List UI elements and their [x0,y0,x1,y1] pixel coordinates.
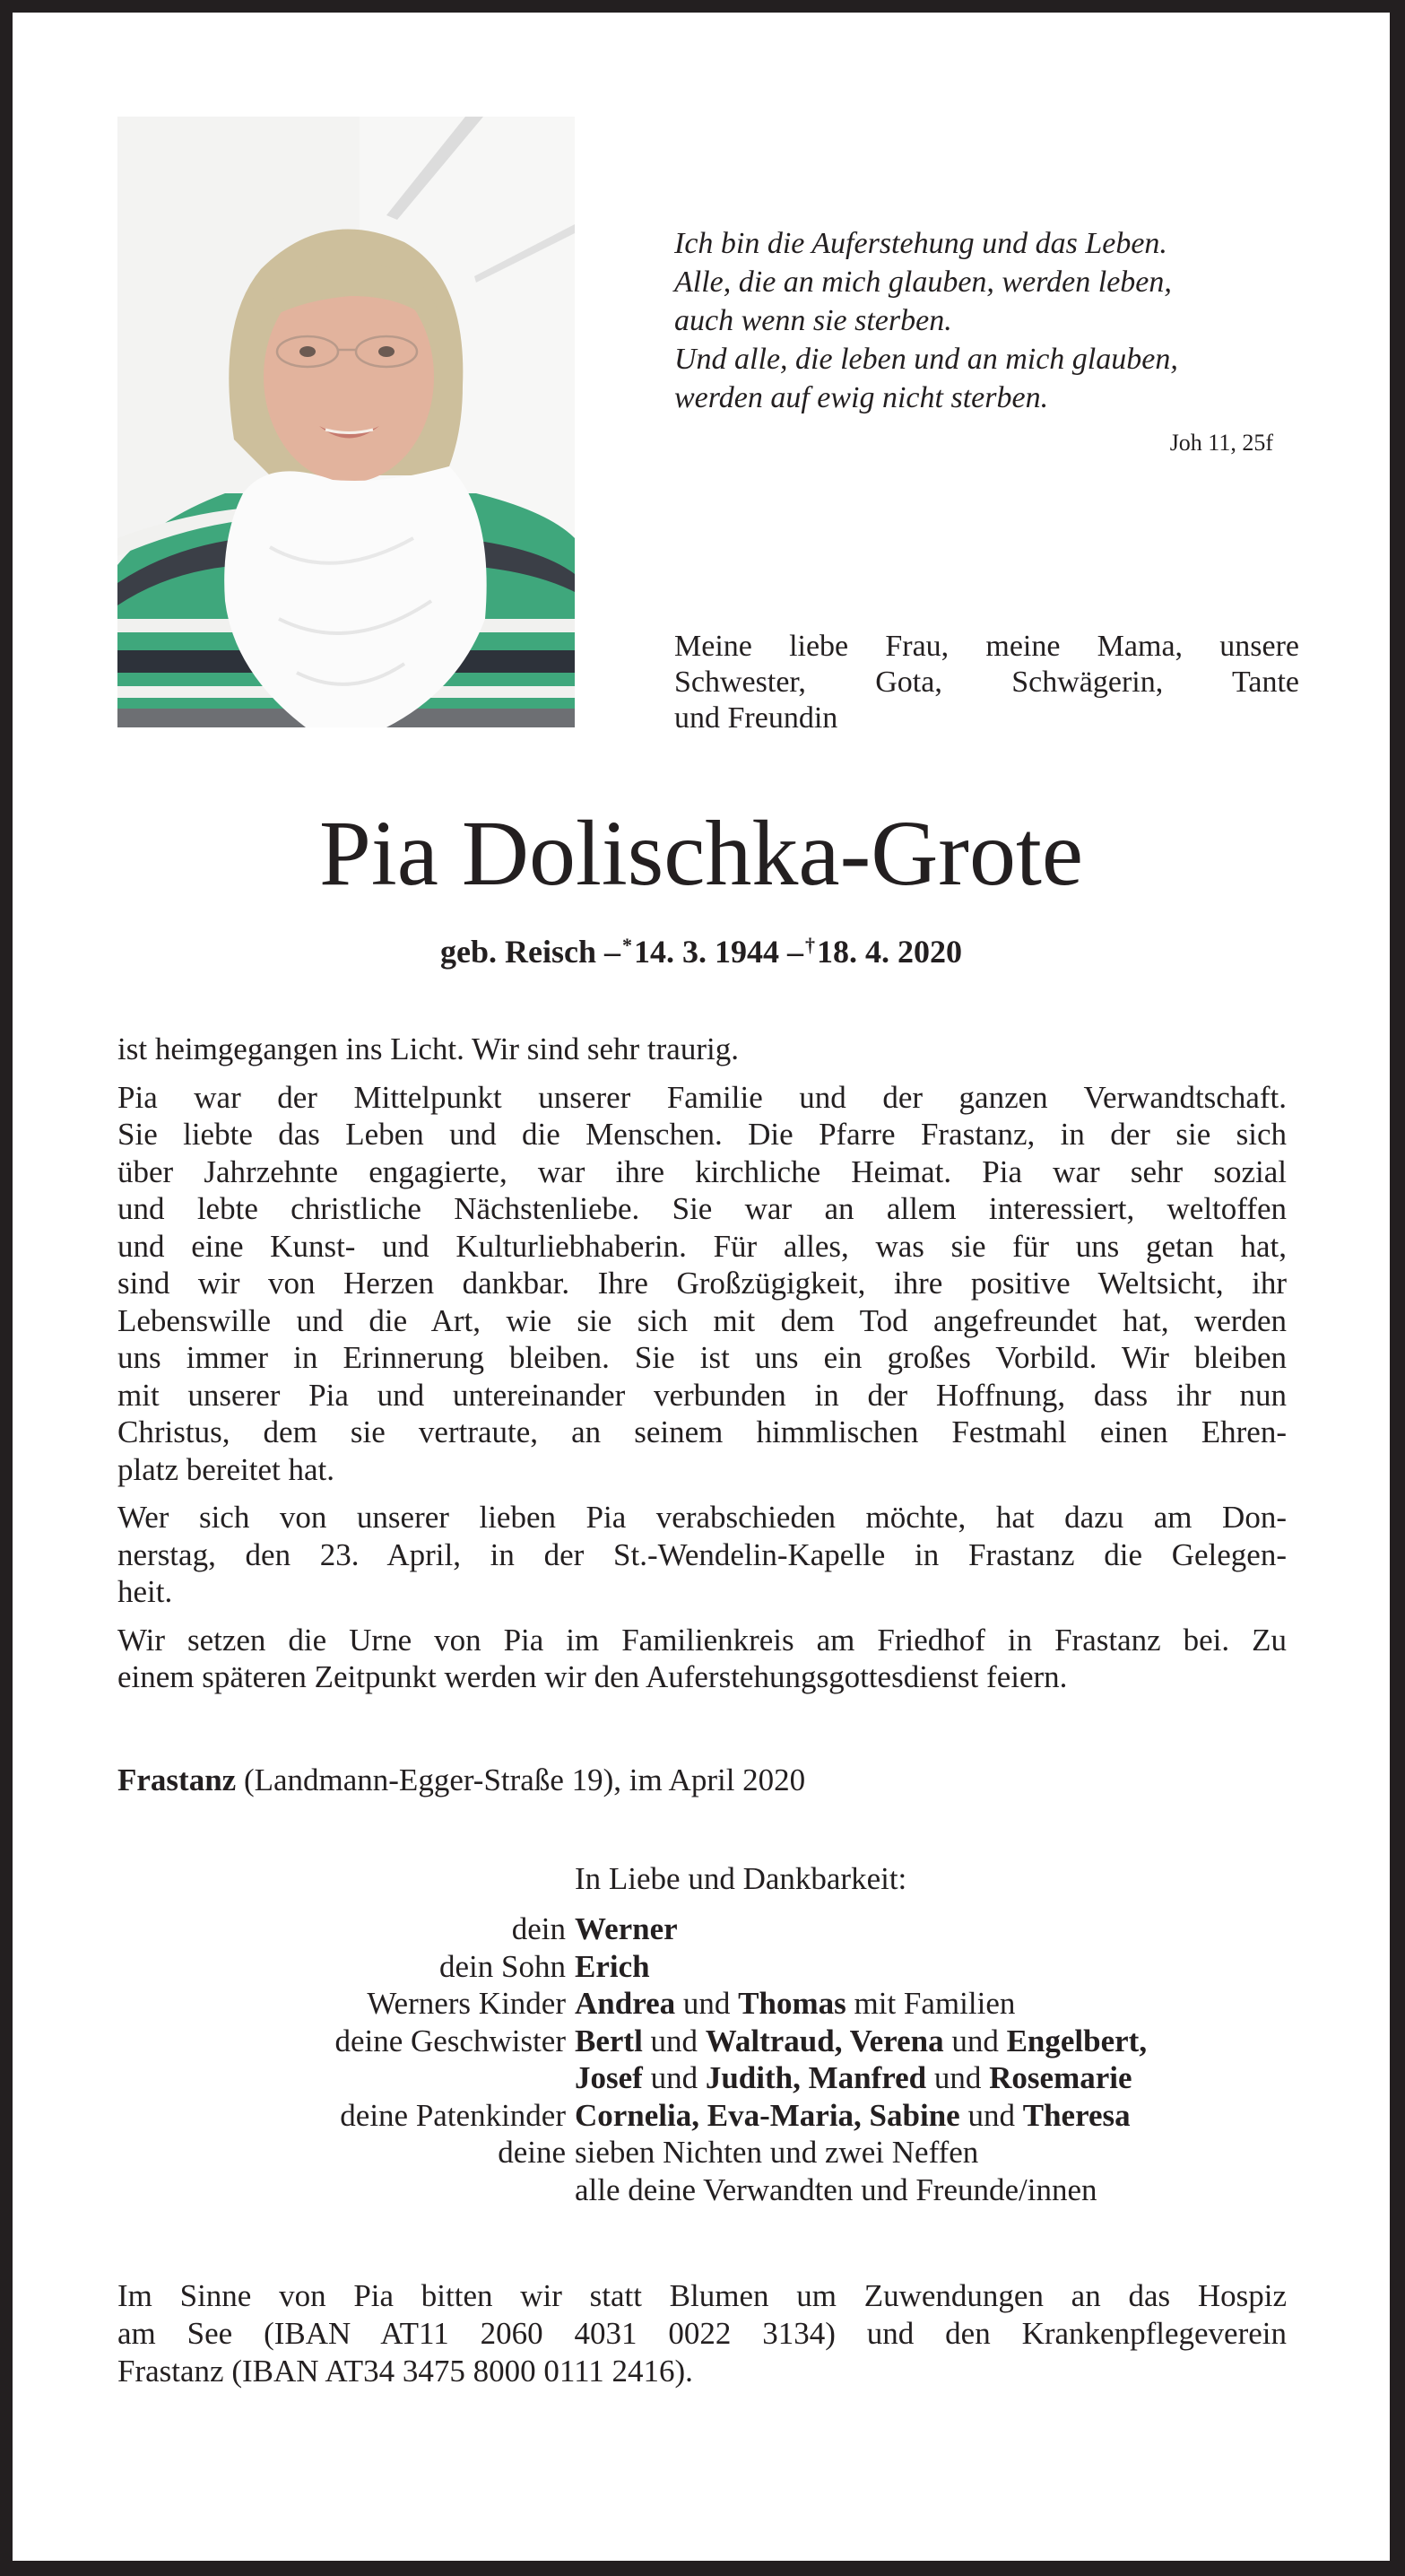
mourner-name: Engelbert, [1006,2023,1148,2058]
verse-line: Und alle, die leben und an mich glauben, [674,343,1178,376]
mourner-names [575,2171,1097,2209]
body-paragraph [117,1622,1287,1696]
body-line: uns immer in Erinnerung bleiben. Sie ist uns ein großes Vorbild. Wir bleiben [117,1340,1287,1375]
mourner-row [117,2134,1301,2171]
mourner-relation: deine Patenkinder [340,2097,566,2133]
mourner-relation: deine Geschwister [334,2023,566,2058]
connector-text: und [926,2060,990,2095]
intro-line: Meine liebe Frau, meine Mama, unsere [674,630,1299,663]
mourner-name: Rosemarie [989,2060,1132,2095]
mourner-row [117,1948,1301,1986]
connector-text: und [642,2060,706,2095]
body-paragraph [117,1031,1287,1068]
mourner-relation [117,2171,575,2209]
mourner-relation: Werners Kinder [367,1986,566,2021]
mourner-names [575,2134,978,2171]
body-line: Sie liebte das Leben und die Menschen. Die Pfarre Frastanz, in der sie sich [117,1117,1287,1152]
mourner-names [575,2059,1132,2097]
mourner-name: Werner [575,1911,678,1946]
connector-text: und [943,2023,1007,2058]
mourner-relation [117,2059,575,2097]
donation-line: Im Sinne von Pia bitten wir statt Blumen um Zuwendungen an das Hospiz [117,2278,1287,2313]
body-line: mit unserer Pia und untereinander verbunden in der Hoffnung, dass ihr nun [117,1377,1287,1413]
verse-line: Alle, die an mich glauben, werden leben, [674,265,1172,299]
mourner-name: Waltraud, Verena [705,2023,944,2058]
verse-line: Ich bin die Auferstehung und das Leben. [674,227,1167,260]
deceased-name: Pia Dolischka-Grote [318,802,1083,905]
body-paragraph [117,1079,1287,1489]
birth-symbol-icon: * [622,934,632,956]
body-line: Christus, dem sie vertraute, an seinem himmlischen Festmahl einen Ehren- [117,1414,1287,1449]
connector-text: mit Familien [846,1986,1016,2021]
mourner-row [117,1910,1301,1948]
body-line: einem späteren Zeitpunkt werden wir den Auferstehungsgottesdienst feiern. [117,1659,1068,1694]
donation-line: am See (IBAN AT11 2060 4031 0022 3134) und den Krankenpflegeverein [117,2316,1287,2351]
mourner-name: Theresa [1022,2097,1131,2133]
mourner-row [117,2097,1301,2135]
body-paragraph [117,1499,1287,1611]
mourner-name: Bertl [575,2023,643,2058]
body-line: nerstag, den 23. April, in der St.-Wendelin-Kapelle in Frastanz die Gelegen- [117,1536,1287,1572]
body-line: und eine Kunst- und Kulturliebhaberin. Für alles, was sie für uns getan hat, [117,1228,1287,1264]
body-line: heit. [117,1574,173,1609]
portrait-photo [117,117,575,727]
death-date: 18. 4. 2020 [817,934,962,970]
mourner-names [575,1948,650,1986]
connector-text: alle deine Verwandten und Freunde/innen [575,2171,1097,2207]
obituary-page [13,13,1390,2561]
body-line: über Jahrzehnte engagierte, war ihre kirchliche Heimat. Pia war sehr sozial [117,1153,1287,1189]
body-line: Wer sich von unserer lieben Pia verabschieden möchte, hat dazu am Don- [117,1500,1287,1535]
donation-line: Frastanz (IBAN AT34 3475 8000 0111 2416). [117,2354,693,2389]
portrait-illustration [117,117,575,727]
body-line: platz bereitet hat. [117,1451,334,1487]
connector-text: und [642,2023,706,2058]
intro-line: Schwester, Gota, Schwägerin, Tante [674,666,1299,699]
birth-name: geb. Reisch [440,934,596,970]
death-cross-icon: † [805,934,815,956]
body-line: Wir setzen die Urne von Pia im Familienkreis am Friedhof in Frastanz bei. Zu [117,1622,1287,1658]
body-line: sind wir von Herzen dankbar. Ihre Großzügigkeit, ihre positive Weltsicht, ihr [117,1266,1287,1301]
place-name: Frastanz [117,1762,237,1797]
mourner-name: Josef [575,2060,643,2095]
mourner-name: Judith, Manfred [705,2060,927,2095]
mourner-name: Thomas [738,1986,846,2021]
mourner-row [117,1985,1301,2023]
mourner-relation: deine [498,2135,566,2170]
bible-verse [674,224,1302,417]
dash: – [787,934,803,970]
obituary-body [117,1031,1287,1707]
body-line: Pia war der Mittelpunkt unserer Familie und der ganzen Verwandtschaft. [117,1079,1287,1115]
mourner-names [575,2023,1147,2060]
mourner-row [117,2059,1301,2097]
mourner-row [117,2171,1301,2209]
connector-text: sieben Nichten und zwei Neffen [575,2135,979,2170]
address-date: (Landmann-Egger-Straße 19), im April 2020 [236,1762,806,1797]
place-and-date [117,1762,1287,1799]
donation-note [117,2277,1287,2390]
intro-text [674,629,1299,736]
mourner-name: Andrea [575,1986,676,2021]
connector-text: und [675,1986,739,2021]
birth-date: 14. 3. 1944 [634,934,779,970]
closing-phrase: In Liebe und Dankbarkeit: [575,1861,907,1896]
mourner-relation: dein Sohn [439,1948,566,1984]
verse-line: auch wenn sie sterben. [674,304,952,337]
mourners-list [117,1910,1301,2208]
body-line: und lebte christliche Nächstenliebe. Sie war an allem interessiert, weltoffen [117,1191,1287,1226]
verse-reference: Joh 11, 25f [1169,430,1273,456]
connector-text: und [959,2097,1023,2133]
mourner-names [575,1910,678,1948]
verse-line: werden auf ewig nicht sterben. [674,381,1049,414]
mourner-row [117,2023,1301,2060]
body-line: Lebenswille und die Art, wie sie sich mit dem Tod angefreundet hat, werden [117,1302,1287,1338]
mourner-names [575,2097,1131,2135]
intro-line: und Freundin [674,701,838,735]
mourner-name: Cornelia, Eva-Maria, Sabine [575,2097,960,2133]
dash: – [604,934,620,970]
mourner-name: Erich [575,1948,650,1984]
mourner-relation: dein [511,1911,566,1946]
mourner-names [575,1985,1015,2023]
body-line: ist heimgegangen ins Licht. Wir sind sehr traurig. [117,1031,739,1066]
life-dates [13,926,1390,971]
